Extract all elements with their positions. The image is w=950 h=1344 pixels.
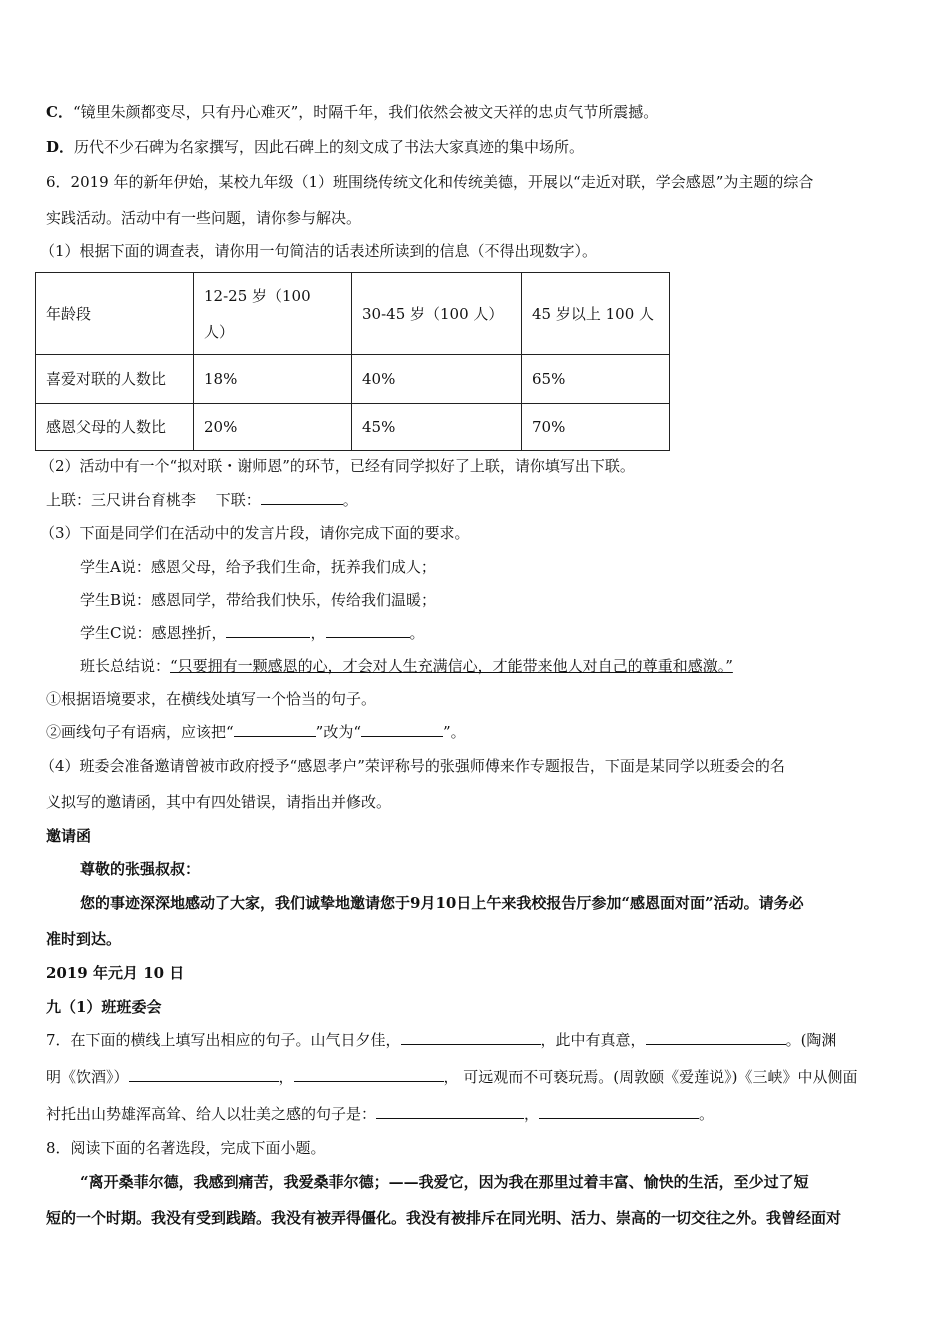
answer-blank[interactable] [294,1067,444,1082]
table-cell: 18% [194,355,352,404]
table-cell-line: 12-25 岁（100 [204,286,311,305]
table-cell [194,273,352,355]
option-d-text: 历代不少石碑为名家撰写，因此石碑上的刻文成了书法大家真迹的集中场所。 [74,138,585,156]
answer-blank[interactable] [326,623,410,638]
q7-text: ， [524,1105,540,1123]
q8-intro: 8．阅读下面的名著选段，完成下面小题。 [46,1139,326,1157]
table-cell: 20% [194,404,352,451]
table-cell: 年龄段 [36,273,194,355]
q7-text: 明《饮酒》） [46,1068,129,1086]
answer-blank[interactable] [539,1104,699,1119]
table-cell: 40% [352,355,522,404]
letter-body-line2: 准时到达。 [46,930,122,948]
option-d-label: D． [46,138,75,156]
q6-part1: （1）根据下面的调查表，请你用一句简洁的话表述所读到的信息（不得出现数字）。 [40,242,598,260]
req2-text: ”。 [443,723,466,741]
table-cell-line: 人） [204,322,235,341]
answer-blank[interactable] [401,1030,541,1045]
answer-blank[interactable] [361,722,443,737]
q7-text: 。 [699,1105,715,1123]
excerpt-line2: 短的一个时期。我没有受到践踏。我没有被弄得僵化。我没有被排斥在同光明、活力、崇高的一切交往之外。我曾经面对 [46,1209,842,1227]
survey-table [35,272,670,451]
requirement-1: ①根据语境要求，在横线处填写一个恰当的句子。 [46,690,377,708]
answer-blank[interactable] [234,722,316,737]
q6-part4-line1: （4）班委会准备邀请曾被市政府授予“感恩孝户”荣评称号的张强师傅来作专题报告，下面是某同学以班委会的名 [40,757,785,775]
q7-text: 。(陶渊 [785,1031,837,1049]
q7-text: ， 可远观而不可亵玩焉。(周敦颐《爱莲说》)《三峡》中从侧面 [443,1068,858,1086]
q7-text: ，此中有真意， [540,1031,646,1049]
excerpt-line1: “离开桑菲尔德，我感到痛苦，我爱桑菲尔德；——我爱它，因为我在那里过着丰富、愉快的生活，至少过了短 [80,1173,809,1191]
option-c [46,102,658,122]
table-cell: 30-45 岁（100 人） [352,273,522,355]
table-cell: 45% [352,404,522,451]
q7-line1 [46,1030,836,1050]
couplet-text: 上联：三尺讲台育桃李 下联： [46,491,261,509]
letter-signature: 九（1）班班委会 [46,998,162,1016]
letter-body-line1: 您的事迹深深地感动了大家，我们诚挚地邀请您于9月10日上午来我校报告厅参加“感恩面对面”活动。请务必 [80,894,804,912]
q7-line3 [46,1104,714,1124]
q7-text: ， [278,1068,294,1086]
q6-part4-line2: 义拟写的邀请函，其中有四处错误，请指出并修改。 [46,793,392,811]
punctuation: ， [310,624,326,642]
table-cell: 70% [522,404,670,451]
table-cell: 45 岁以上 100 人 [522,273,670,355]
option-c-label: C． [46,103,73,121]
answer-blank[interactable] [129,1067,279,1082]
answer-blank[interactable] [376,1104,524,1119]
answer-blank[interactable] [261,490,343,505]
q6-part3: （3）下面是同学们在活动中的发言片段，请你完成下面的要求。 [40,524,470,542]
punctuation: 。 [409,624,425,642]
option-d [46,137,584,157]
monitor-summary [80,656,733,676]
underlined-sentence: “只要拥有一颗感恩的心，才会对人生充满信心，才能带来他人对自己的尊重和感激。” [170,657,733,675]
table-cell: 喜爱对联的人数比 [36,355,194,404]
table-cell: 65% [522,355,670,404]
answer-blank[interactable] [646,1030,786,1045]
option-c-text: “镜里朱颜都变尽，只有丹心难灭”，时隔千年，我们依然会被文天祥的忠贞气节所震撼。 [72,103,659,121]
letter-date: 2019 年元月 10 日 [46,964,185,982]
letter-title: 邀请函 [46,827,92,845]
couplet-line [46,490,358,510]
req2-text: ②画线句子有语病，应该把“ [46,723,234,741]
req2-text: ”改为“ [315,723,362,741]
letter-greeting: 尊敬的张强叔叔： [80,860,201,878]
q6-part2: （2）活动中有一个“拟对联・谢师恩”的环节，已经有同学拟好了上联，请你填写出下联。 [40,457,635,475]
q7-text: 7．在下面的横线上填写出相应的句子。山气日夕佳， [46,1031,401,1049]
q6-intro-line2: 实践活动。活动中有一些问题，请你参与解决。 [46,209,362,227]
table-cell: 感恩父母的人数比 [36,404,194,451]
q7-text: 衬托出山势雄浑高耸、给人以壮美之感的句子是： [46,1105,377,1123]
table-row [36,404,670,451]
requirement-2 [46,722,466,742]
student-b-speech: 学生B说：感恩同学，带给我们快乐，传给我们温暖； [80,591,437,609]
monitor-label: 班长总结说： [80,657,171,675]
punctuation: 。 [342,491,358,509]
table-row [36,355,670,404]
student-a-speech: 学生A说：感恩父母，给予我们生命，抚养我们成人； [80,558,436,576]
student-c-text: 学生C说：感恩挫折， [80,624,227,642]
table-header-row [36,273,670,355]
student-c-speech [80,623,425,643]
q7-line2 [46,1067,858,1087]
q6-intro-line1: 6．2019 年的新年伊始，某校九年级（1）班围绕传统文化和传统美德，开展以“走近对联，学会感恩”为主题的综合 [46,173,814,191]
answer-blank[interactable] [226,623,310,638]
